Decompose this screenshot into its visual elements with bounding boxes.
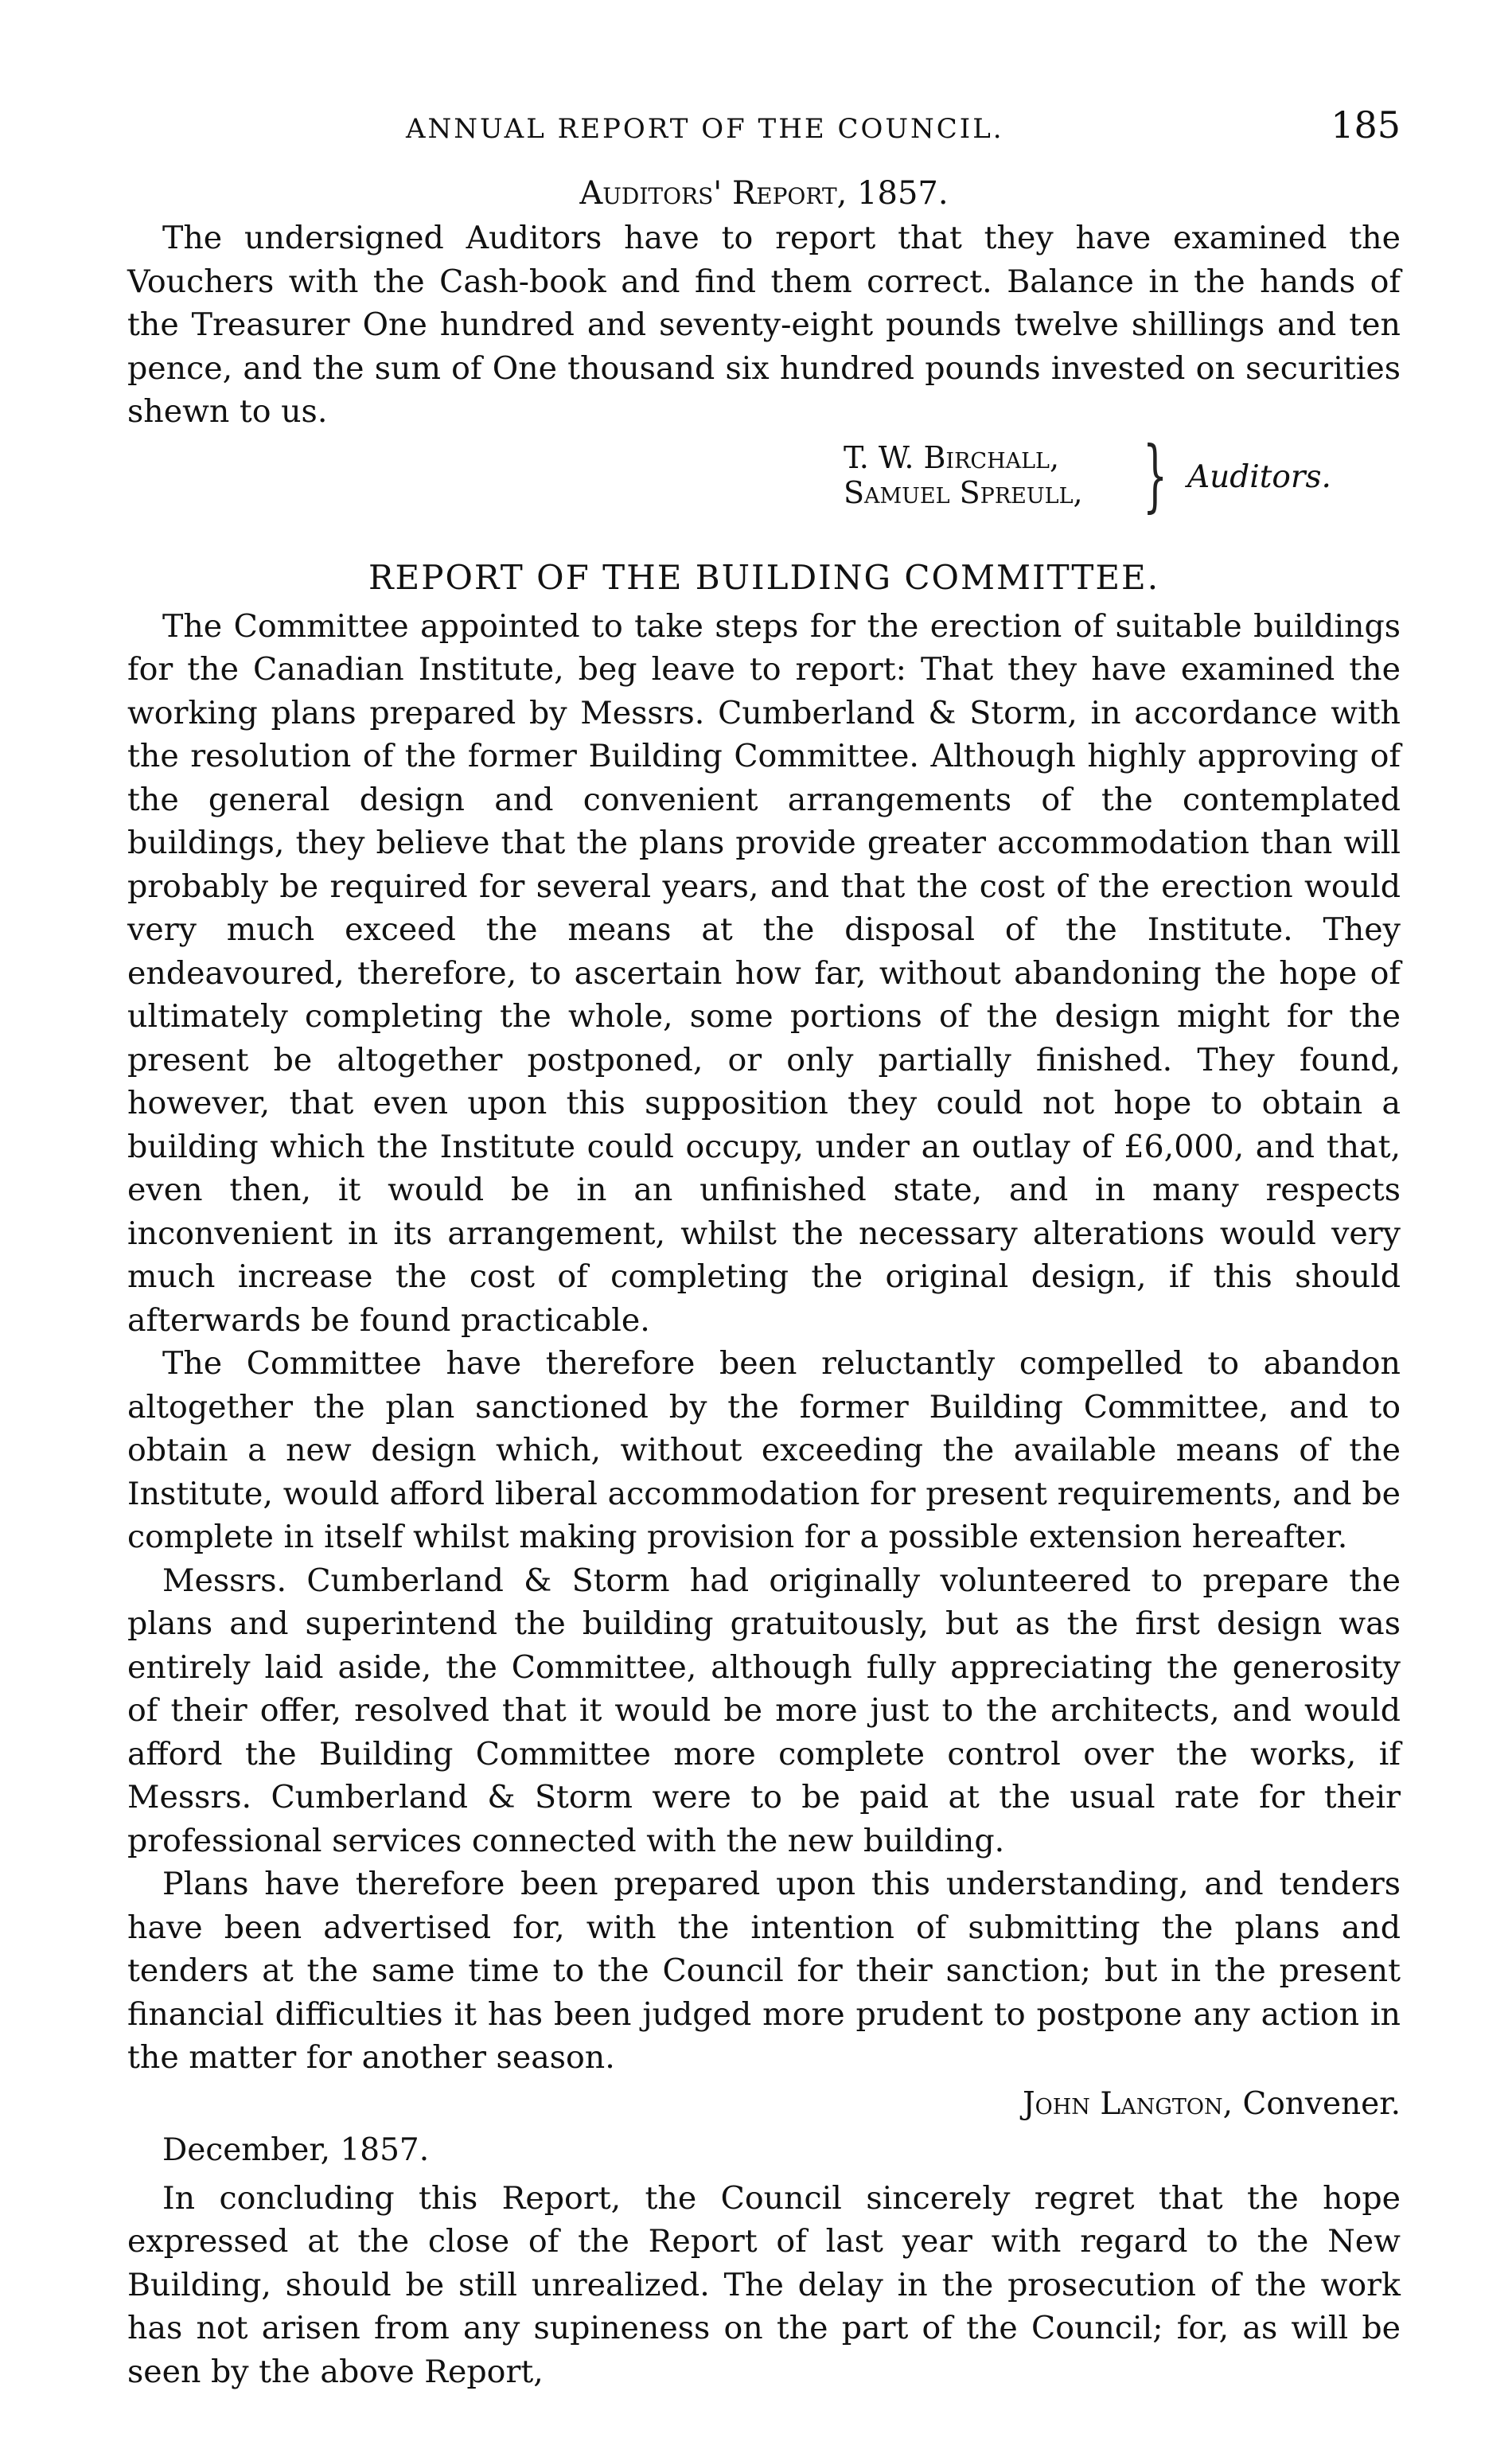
running-head bbox=[127, 103, 1401, 159]
brace-symbol: } bbox=[1143, 430, 1168, 521]
auditor-name: Samuel Spreull, bbox=[844, 474, 1083, 510]
committee-paragraph: Messrs. Cumberland & Storm had originally volunteered to prepare the plans and superintend the building gratuitously, but as the first design was entirely laid aside, the Committee, although fully appreciating the generosity of their offer, resolved that it would be more just to the architects, and would afford the Building Committee more complete control over the works, if Messrs. Cumberland & Storm were to be paid at the usual rate for their professional services connected with the new building. bbox=[127, 1562, 1401, 1859]
committee-paragraph: The Committee appointed to take steps for the erection of suitable buildings for the Canadian Institute, beg leave to report: That they have examined the working plans prepared by Messrs. Cumberland & Storm, in accordance with the resolution of the former Building Committee. Although highly approving of the general design and convenient arrangements of the contemplated buildings, they believe that the plans provide greater accommodation than will probably be required for several years, and that the cost of the erection would very much exceed the means at the disposal of the Institute. They endeavoured, therefore, to ascertain how far, without abandoning the hope of ultimately completing the whole, some portions of the design might for the present be altogether postponed, or only partially finished. They found, however, that even upon this supposition they could not hope to obtain a building which the Institute could occupy, under an outlay of £6,000, and that, even then, it would be in an unfinished state, and in many respects inconvenient in its arrangement, whilst the necessary alterations would very much increase the cost of completing the original design, if this should afterwards be found practicable. bbox=[127, 607, 1401, 1339]
convener-role: Convener. bbox=[1242, 2085, 1401, 2122]
committee-paragraph: The Committee have therefore been reluctantly compelled to abandon altogether the plan sanctioned by the former Building Committee, and to obtain a new design which, without exceeding the available means of the Institute, would afford liberal accommodation for present requirements, and be complete in itself whilst making provision for a possible extension hereafter. bbox=[127, 1345, 1401, 1555]
page-number: 185 bbox=[1331, 103, 1401, 146]
auditors-report-heading: Auditors' Report, 1857. bbox=[579, 175, 949, 212]
auditors-signature-block bbox=[127, 430, 1401, 531]
report-date: December, 1857. bbox=[162, 2131, 430, 2168]
auditors-report-paragraph: The undersigned Auditors have to report that they have examined the Vouchers with the Cash-book and find them correct. Balance in the hands of the Treasurer One hundred and seventy-eight pounds twelve shillings and ten pence, and the sum of One thousand six hundred pounds invested on securities shewn to us. bbox=[127, 220, 1401, 430]
auditors-role: Auditors. bbox=[1187, 458, 1331, 495]
auditor-name: T. W. Birchall, bbox=[844, 439, 1060, 475]
auditor-names bbox=[844, 440, 1083, 510]
convener-signature bbox=[127, 2083, 1401, 2126]
page-content bbox=[127, 103, 1401, 2393]
convener-name: John Langton, bbox=[1022, 2085, 1233, 2122]
committee-paragraph: Plans have therefore been prepared upon this understanding, and tenders have been advertised for, with the intention of submitting the plans and tenders at the same time to the Council for their sanction; but in the present financial difficulties it has been judged more prudent to postpone any action in the matter for another season. bbox=[127, 1866, 1401, 2076]
running-title: ANNUAL REPORT OF THE COUNCIL. bbox=[406, 113, 1004, 145]
concluding-paragraph: In concluding this Report, the Council sincerely regret that the hope expressed at the close of the Report of last year with regard to the New Building, should be still unrealized. The delay in the prosecution of the work has not arisen from any supineness on the part of the Council; for, as will be seen by the above Report, bbox=[127, 2179, 1401, 2390]
building-committee-heading: REPORT OF THE BUILDING COMMITTEE. bbox=[368, 557, 1160, 597]
